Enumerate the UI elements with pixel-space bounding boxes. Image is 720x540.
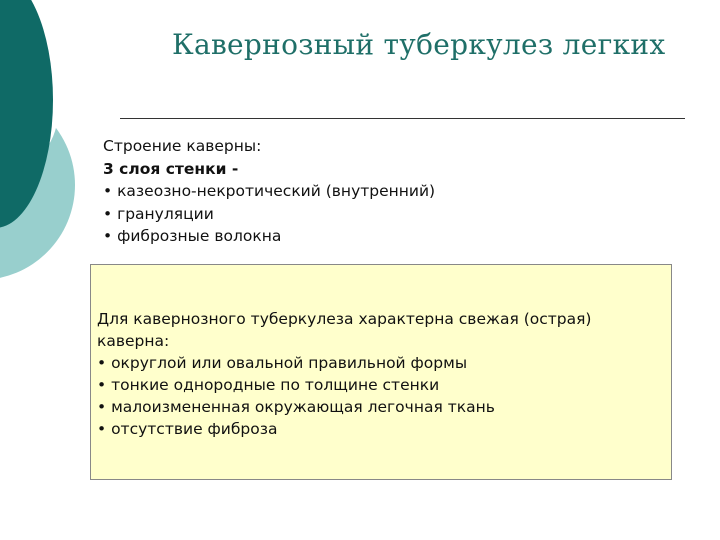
note-intro-line: каверна:: [97, 332, 170, 350]
note-item: • малоизмененная окружающая легочная ткань: [97, 398, 495, 416]
structure-item: • грануляции: [103, 204, 214, 223]
structure-subheading: 3 слоя стенки -: [103, 159, 239, 178]
cavern-structure-block: [103, 135, 663, 248]
title-divider: [120, 118, 685, 119]
slide-title: Кавернозный туберкулез легких: [172, 28, 666, 61]
decorative-circles: [0, 0, 120, 300]
structure-heading: Строение каверны:: [103, 137, 262, 155]
note-item: • округлой или овальной правильной формы: [97, 354, 468, 372]
note-item: • тонкие однородные по толщине стенки: [97, 376, 440, 394]
note-item: • отсутствие фиброза: [97, 420, 278, 438]
structure-item: • казеозно-некротический (внутренний): [103, 182, 436, 200]
note-intro-line: Для кавернозного туберкулеза характерна свежая (острая): [97, 310, 592, 328]
note-text: [97, 308, 672, 440]
structure-item: • фиброзные волокна: [103, 227, 282, 245]
